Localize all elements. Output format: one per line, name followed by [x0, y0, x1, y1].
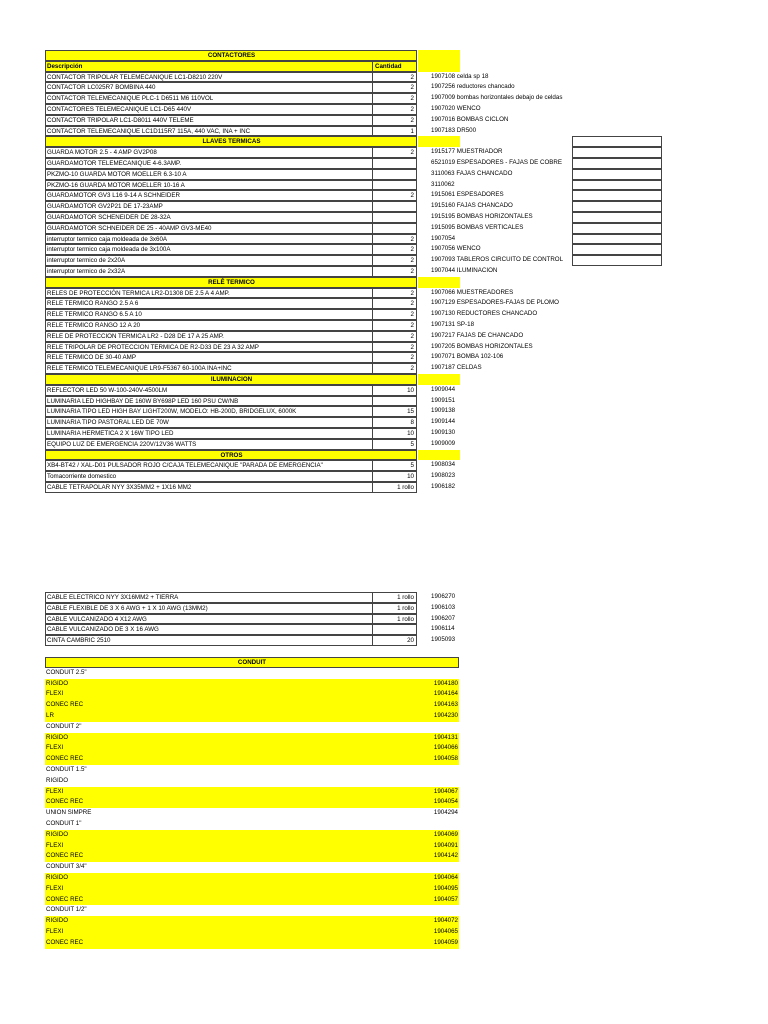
item-code[interactable]: 1907129 ESPESADORES-FAJAS DE PLOMO: [431, 299, 559, 307]
item-code[interactable]: 6521019 ESPESADORES - FAJAS DE COBRE: [431, 159, 563, 166]
item-description[interactable]: GUARDAMOTOR GV2P21 DE 17-23AMP: [45, 201, 372, 212]
conduit-label[interactable]: UNION SIMPRE: [46, 809, 92, 817]
item-code[interactable]: 1907131 SP-18: [431, 321, 475, 328]
column-header-description[interactable]: Descripción: [45, 61, 372, 72]
conduit-code[interactable]: 1904131: [433, 733, 458, 741]
conduit-row: [45, 808, 459, 819]
item-quantity[interactable]: [372, 180, 417, 191]
conduit-code[interactable]: 1904069: [433, 830, 458, 838]
conduit-code[interactable]: 1904091: [433, 841, 458, 849]
conduit-label[interactable]: FLEXI: [46, 690, 64, 698]
item-code[interactable]: 1908034: [431, 461, 456, 469]
empty-box[interactable]: [572, 223, 662, 234]
item-quantity[interactable]: 1 rollo: [372, 482, 417, 493]
item-code[interactable]: 1907066 MUESTREADORES: [431, 288, 514, 296]
item-description[interactable]: EQUIPO LUZ DE EMERGENCIA 220V/12V36 WATTS: [45, 439, 372, 450]
empty-box[interactable]: [572, 244, 662, 255]
item-description[interactable]: GUARDAMOTOR TELEMECANIQUE 4-6.3AMP.: [45, 158, 372, 169]
item-quantity[interactable]: 2: [372, 266, 417, 277]
item-quantity[interactable]: [372, 169, 417, 180]
conduit-label[interactable]: FLEXI: [46, 928, 64, 935]
item-quantity[interactable]: [372, 624, 417, 635]
conduit-label[interactable]: FLEXI: [46, 841, 64, 849]
conduit-row: [45, 743, 459, 754]
item-quantity[interactable]: [372, 396, 417, 407]
conduit-row: [45, 873, 459, 884]
conduit-code[interactable]: 1904163: [433, 701, 458, 709]
conduit-label[interactable]: CONEC REC: [46, 895, 84, 903]
empty-box[interactable]: [572, 201, 662, 212]
item-code[interactable]: 1906270: [431, 593, 456, 600]
yellow-cell: [418, 136, 460, 147]
conduit-row: [45, 787, 459, 798]
item-quantity[interactable]: 2: [372, 104, 417, 115]
item-code[interactable]: 1907187 CELDAS: [431, 364, 482, 372]
conduit-code[interactable]: 1904095: [433, 884, 458, 892]
conduit-code[interactable]: 1904057: [433, 895, 458, 903]
conduit-row: [45, 830, 459, 841]
item-quantity[interactable]: 1 rollo: [372, 592, 417, 603]
section-title[interactable]: ILUMINACION: [45, 374, 417, 385]
item-code[interactable]: 1909138: [431, 407, 456, 415]
item-code[interactable]: 1908023: [431, 472, 456, 480]
item-quantity[interactable]: 8: [372, 417, 417, 428]
item-quantity[interactable]: 2: [372, 234, 417, 245]
item-description[interactable]: interruptor termico de 2x32A: [45, 266, 372, 277]
conduit-row: [45, 700, 459, 711]
item-code[interactable]: 1907044 ILUMINACION: [431, 267, 498, 274]
item-quantity[interactable]: 5: [372, 460, 417, 471]
yellow-cell: [418, 450, 460, 461]
item-description[interactable]: CABLE VULCANIZADO DE 3 X 16 AWG: [45, 624, 372, 635]
item-quantity[interactable]: [372, 201, 417, 212]
yellow-cell: [418, 374, 460, 385]
conduit-code[interactable]: 1904067: [433, 787, 458, 795]
yellow-cell: [418, 277, 460, 288]
item-code[interactable]: 1907183 DR500: [431, 126, 477, 134]
conduit-label[interactable]: CONDUIT 3/4": [46, 863, 87, 871]
item-code[interactable]: 1907205 BOMBAS HORIZONTALES: [431, 342, 533, 350]
item-code[interactable]: 1907054: [431, 234, 456, 242]
item-description[interactable]: CABLE TETRAPOLAR NYY 3X35MM2 + 1X16 MM2: [45, 482, 372, 493]
item-code[interactable]: 1915061 ESPESADORES: [431, 191, 504, 199]
item-quantity[interactable]: 2: [372, 288, 417, 299]
item-quantity[interactable]: 2: [372, 309, 417, 320]
conduit-row: [45, 927, 459, 938]
item-code[interactable]: 1907093 TABLEROS CIRCUITO DE CONTROL: [431, 256, 564, 264]
item-quantity[interactable]: 1: [372, 126, 417, 137]
conduit-row: [45, 938, 459, 949]
conduit-label[interactable]: RIGIDO: [46, 874, 69, 881]
conduit-label[interactable]: CONDUIT 1/2": [46, 906, 87, 914]
conduit-code[interactable]: 1904065: [433, 928, 458, 935]
conduit-row: [45, 733, 459, 744]
conduit-label[interactable]: CONEC REC: [46, 852, 84, 860]
item-code[interactable]: 1907071 BOMBA 102-106: [431, 353, 504, 361]
item-description[interactable]: GUARDAMOTOR SCHNEIDER DE 25 - 40AMP GV3-ME40: [45, 223, 372, 234]
item-quantity[interactable]: [372, 223, 417, 234]
conduit-row: [45, 862, 459, 873]
conduit-code[interactable]: 1904064: [433, 874, 458, 881]
item-description[interactable]: RELE TERMICO TELEMECANIQUE LR9-F5367 60-100A INA+INC: [45, 363, 372, 374]
conduit-label[interactable]: CONEC REC: [46, 701, 84, 709]
conduit-row: [45, 689, 459, 700]
conduit-row: [45, 884, 459, 895]
item-quantity[interactable]: 2: [372, 72, 417, 83]
item-quantity[interactable]: 5: [372, 439, 417, 450]
item-quantity[interactable]: 2: [372, 352, 417, 363]
conduit-code[interactable]: 1904072: [433, 917, 458, 925]
conduit-row: [45, 895, 459, 906]
empty-box[interactable]: [572, 147, 662, 158]
conduit-code[interactable]: 1904164: [433, 690, 458, 698]
conduit-row: [45, 754, 459, 765]
conduit-label[interactable]: FLEXI: [46, 884, 64, 892]
item-code[interactable]: 1907016 BOMBAS CICLON: [431, 115, 509, 123]
item-quantity[interactable]: 2: [372, 298, 417, 309]
empty-box[interactable]: [572, 180, 662, 191]
section-title[interactable]: OTROS: [45, 450, 417, 461]
conduit-label[interactable]: RIGIDO: [46, 776, 69, 784]
item-quantity[interactable]: 15: [372, 406, 417, 417]
conduit-code[interactable]: 1904142: [433, 852, 458, 860]
conduit-label[interactable]: RIGIDO: [46, 917, 69, 925]
item-description[interactable]: interruptor termico de 2x20A: [45, 255, 372, 266]
item-quantity[interactable]: 2: [372, 93, 417, 104]
item-description[interactable]: CONTACTOR LC025R7 BOMBINA 440: [45, 82, 372, 93]
item-code[interactable]: 1915160 FAJAS CHANCADO: [431, 202, 513, 210]
item-code[interactable]: 1907217 FAJAS DE CHANCADO: [431, 331, 524, 339]
conduit-label[interactable]: CONDUIT 1.5": [46, 766, 87, 773]
item-code[interactable]: 1907130 REDUCTORES CHANCADO: [431, 310, 538, 318]
conduit-code[interactable]: 1904294: [433, 809, 458, 817]
item-quantity[interactable]: 2: [372, 147, 417, 158]
item-quantity[interactable]: 10: [372, 385, 417, 396]
conduit-code[interactable]: 1904066: [433, 744, 458, 752]
conduit-code[interactable]: 1904059: [433, 938, 458, 946]
item-description[interactable]: Tomacorriente domestico: [45, 471, 372, 482]
item-code[interactable]: 1909009: [431, 439, 456, 447]
section-title[interactable]: RELÊ TERMICO: [45, 277, 417, 288]
conduit-label[interactable]: RIGIDO: [46, 830, 69, 838]
conduit-row: [45, 765, 459, 776]
conduit-code[interactable]: 1904058: [433, 755, 458, 763]
conduit-label[interactable]: CONEC REC: [46, 798, 84, 806]
item-description[interactable]: LUMINARIA LED HIGHBAY DE 160W BY698P LED 160 PSU CW/NB: [45, 396, 372, 407]
conduit-row: [45, 722, 459, 733]
item-code[interactable]: 1909130: [431, 429, 456, 436]
item-code[interactable]: 1906103: [431, 603, 456, 611]
conduit-label[interactable]: FLEXI: [46, 787, 64, 795]
conduit-code[interactable]: 1904054: [433, 798, 458, 806]
section-header-conduit: [45, 657, 459, 668]
item-quantity[interactable]: 2: [372, 363, 417, 374]
empty-box[interactable]: [572, 169, 662, 180]
empty-box[interactable]: [572, 158, 662, 169]
section-title[interactable]: CONDUIT: [237, 659, 267, 666]
conduit-row: [45, 776, 459, 787]
item-quantity[interactable]: 20: [372, 635, 417, 646]
conduit-label[interactable]: LR: [46, 712, 54, 719]
conduit-label[interactable]: CONEC REC: [46, 938, 84, 946]
item-code[interactable]: 1906207: [431, 614, 456, 622]
item-description[interactable]: CABLE VULCANIZADO 4 X12 AWG: [45, 614, 372, 625]
yellow-cell: [418, 61, 460, 72]
item-description[interactable]: CONTACTOR TELEMECANIQUE LC1D115R7 115A, 440 VAC, INA + INC: [45, 126, 372, 137]
item-description[interactable]: CONTACTOR TRIPOLAR LC1-D8011 440V TELEME: [45, 115, 372, 126]
item-code[interactable]: 1907108 celda sp 18: [431, 72, 489, 80]
item-code[interactable]: 3110062: [431, 180, 455, 188]
column-header-quantity[interactable]: Cantidad: [372, 61, 417, 72]
item-code[interactable]: 1909044: [431, 385, 456, 393]
section-title[interactable]: CONTACTORES: [45, 50, 417, 61]
item-description[interactable]: CONTACTORES TELEMECANIQUE LC1-D65 440V: [45, 104, 372, 115]
empty-box[interactable]: [572, 255, 662, 266]
item-description[interactable]: interruptor termico caja moldeada de 3x60A: [45, 234, 372, 245]
conduit-label[interactable]: RIGIDO: [46, 679, 69, 687]
item-description[interactable]: RELE TERMICO DE 30-40 AMP: [45, 352, 372, 363]
item-description[interactable]: RELES DE PROTECCIÓN TERMICA LR2-D1308 DE 2.5 A 4 AMP.: [45, 288, 372, 299]
item-quantity[interactable]: 1 rollo: [372, 614, 417, 625]
item-description[interactable]: GUARDAMOTOR SCHENEIDER DE 28-32A: [45, 212, 372, 223]
item-quantity[interactable]: 2: [372, 331, 417, 342]
item-code[interactable]: 1906182: [431, 483, 456, 490]
item-quantity[interactable]: 2: [372, 342, 417, 353]
item-description[interactable]: CONTACTOR TRIPOLAR TELEMECANIQUE LC1-D8210 220V: [45, 72, 372, 83]
item-code[interactable]: 1909144: [431, 418, 456, 426]
empty-box[interactable]: [572, 234, 662, 245]
conduit-row: [45, 841, 459, 852]
conduit-row: [45, 797, 459, 808]
empty-box[interactable]: [572, 212, 662, 223]
item-description[interactable]: RELE TERMICO RANGO 6.5 A 10: [45, 309, 372, 320]
yellow-cell: [418, 50, 460, 61]
item-description[interactable]: PKZMO-16 GUARDA MOTOR MOELLER 10-16 A: [45, 180, 372, 191]
conduit-row: [45, 905, 459, 916]
conduit-label[interactable]: FLEXI: [46, 744, 64, 752]
conduit-row: [45, 851, 459, 862]
item-code[interactable]: 1906114: [431, 625, 455, 633]
item-description[interactable]: CABLE ELECTRICO NYY 3X16MM2 + TIERRA: [45, 592, 372, 603]
conduit-label[interactable]: CONEC REC: [46, 755, 84, 763]
item-description[interactable]: interruptor termico caja moldeada de 3x100A: [45, 244, 372, 255]
conduit-row: [45, 711, 459, 722]
item-code[interactable]: 1907056 WENCO: [431, 245, 481, 253]
item-quantity[interactable]: 2: [372, 320, 417, 331]
conduit-label[interactable]: RIGIDO: [46, 733, 69, 741]
item-description[interactable]: RELE TERMICO RANGO 2.5 A 6: [45, 298, 372, 309]
item-description[interactable]: PKZMO-10 GUARDA MOTOR MOELLER 6.3-10 A: [45, 169, 372, 180]
conduit-code[interactable]: 1904180: [433, 679, 458, 687]
item-quantity[interactable]: 2: [372, 115, 417, 126]
item-code[interactable]: 1907009 bombas horizontales debajo de celdas: [431, 94, 563, 102]
conduit-code[interactable]: 1904230: [433, 712, 458, 719]
item-quantity[interactable]: 1 rollo: [372, 603, 417, 614]
item-description[interactable]: LUMINARIA HERMETICA 2 X 16W TIPO LED: [45, 428, 372, 439]
item-description[interactable]: GUARDA MOTOR 2.5 - 4 AMP GV2P08: [45, 147, 372, 158]
item-description[interactable]: REFLECTOR LED 50 W-100-240V-4500LM: [45, 385, 372, 396]
item-code[interactable]: 1915195 BOMBAS HORIZONTALES: [431, 213, 533, 220]
item-description[interactable]: CONTACTOR TELEMECANIQUE PLC-1 D6511 M6 110VOL: [45, 93, 372, 104]
item-code[interactable]: 1915177 MUESTRIADOR: [431, 148, 503, 156]
item-code[interactable]: 1915095 BOMBAS VERTICALES: [431, 223, 524, 231]
item-description[interactable]: XB4-BT42 / XAL-D01 PULSADOR ROJO C/CAJA TELEMECANIQUE "PARADA DE EMERGENCIA": [45, 460, 372, 471]
item-quantity[interactable]: 2: [372, 255, 417, 266]
item-quantity[interactable]: [372, 212, 417, 223]
empty-box[interactable]: [572, 190, 662, 201]
item-description[interactable]: CINTA CAMBRIC 2510: [45, 635, 372, 646]
item-code[interactable]: 1907020 WENCO: [431, 105, 481, 112]
item-description[interactable]: RELE TERMICO RANGO 12 A 20: [45, 320, 372, 331]
item-description[interactable]: LUMINARIA TIPO PASTORAL LED DE 70W: [45, 417, 372, 428]
item-description[interactable]: GUARDAMOTOR GV3 L16 9-14 A SCHNEIDER: [45, 190, 372, 201]
conduit-label[interactable]: CONDUIT 2": [46, 722, 82, 730]
conduit-row: [45, 819, 459, 830]
item-quantity[interactable]: 10: [372, 471, 417, 482]
item-code[interactable]: 1905093: [431, 636, 456, 644]
conduit-label[interactable]: CONDUIT 1": [46, 820, 82, 827]
conduit-row: [45, 916, 459, 927]
item-quantity[interactable]: 10: [372, 428, 417, 439]
item-quantity[interactable]: 2: [372, 190, 417, 201]
item-code[interactable]: 1907256 reductores chancado: [431, 83, 515, 91]
item-description[interactable]: RELE TRIPOLAR DE PROTECCION TERMICA DE R2-D33 DE 23 A 32 AMP: [45, 342, 372, 353]
item-description[interactable]: LUMINARIA TIPO LED HIGH BAY LIGHT200W, MODELO: HB-200D, BRIDGELUX, 6000K: [45, 406, 372, 417]
item-code[interactable]: 1909151: [431, 396, 456, 404]
item-description[interactable]: RELE DE PROTECCION TERMICA LR2 - D28 DE 17 A 25 AMP.: [45, 331, 372, 342]
conduit-row: [45, 668, 459, 679]
item-quantity[interactable]: 2: [372, 82, 417, 93]
item-code[interactable]: 3110063 FAJAS CHANCADO: [431, 169, 513, 177]
empty-box[interactable]: [572, 136, 662, 147]
item-quantity[interactable]: [372, 158, 417, 169]
conduit-row: [45, 679, 459, 690]
item-quantity[interactable]: 2: [372, 244, 417, 255]
conduit-label[interactable]: CONDUIT 2.5": [46, 668, 87, 676]
item-description[interactable]: CABLE FLEXIBLE DE 3 X 6 AWG + 1 X 10 AWG (13MM2): [45, 603, 372, 614]
section-title[interactable]: LLAVES TERMICAS: [45, 136, 417, 147]
